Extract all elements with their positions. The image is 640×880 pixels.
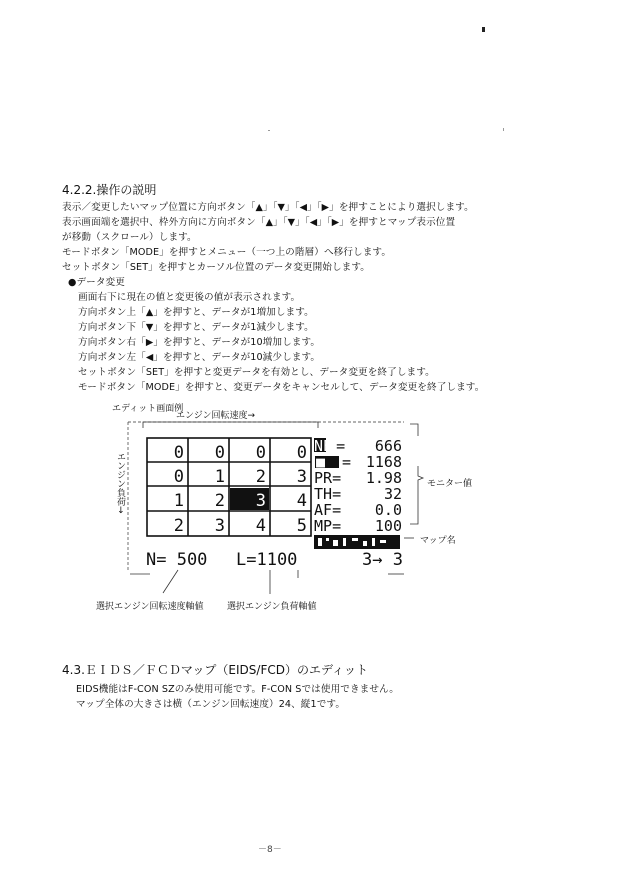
status-n: N= 500 — [146, 550, 208, 570]
grid-cell: 3 — [296, 467, 307, 487]
list-item: 画面右下に現在の値と変更後の値が表示されます。 — [78, 292, 301, 303]
monitor-value: 666 — [374, 437, 402, 455]
grid-cell-selected: 3 — [255, 491, 266, 511]
svg-text:NE=666: NE = 666 — [314, 437, 402, 455]
grid-cell: 2 — [173, 516, 184, 536]
grid-cell: 0 — [255, 443, 266, 463]
paragraph-line: 表示／変更したいマップ位置に方向ボタン「▲」「▼」「◀」「▶」を押すことにより選択します。 — [62, 202, 474, 213]
list-item: 方向ボタン右「▶」を押すと、データが10増加します。 — [78, 337, 321, 348]
monitor-label: AF — [314, 501, 333, 519]
monitor-value: 32 — [383, 485, 402, 503]
paragraph-line: が移動（スクロール）します。 — [62, 232, 197, 243]
monitor-label: NE — [314, 437, 333, 455]
paragraph-line: マップ全体の大きさは横（エンジン回転速度）24、縦1です。 — [76, 699, 346, 710]
page-number: －8－ — [258, 845, 282, 855]
svg-text:■=1168: ■ = 1168 — [316, 453, 402, 471]
list-item: 方向ボタン左「◀」を押すと、データが10減少します。 — [78, 352, 321, 363]
grid-cell: 1 — [173, 491, 184, 511]
grid-cell: 1 — [214, 467, 225, 487]
figure-caption: エディット画面例 — [112, 404, 184, 414]
paragraph-line: セットボタン「SET」を押すとカーソル位置のデータ変更開始します。 — [62, 262, 370, 273]
map-name-block — [314, 535, 400, 549]
grid-cell: 2 — [255, 467, 266, 487]
monitor-label: ■ — [316, 453, 326, 471]
section-heading: 4.2.2.操作の説明 — [62, 183, 157, 197]
grid-cell: 0 — [173, 443, 184, 463]
status-change: 3→ 3 — [362, 550, 403, 570]
map-grid — [147, 438, 311, 536]
status-l: L=1100 — [236, 550, 298, 570]
grid-cell: 5 — [296, 516, 307, 536]
monitor-value: 0.0 — [374, 501, 402, 519]
svg-text:AF=0.0: AF= 0.0 — [314, 501, 402, 519]
svg-text:PR=1.98: PR= 1.98 — [314, 469, 402, 487]
grid-cell: 3 — [214, 516, 225, 536]
monitor-value: 100 — [374, 517, 402, 535]
paragraph-line: EIDS機能はF-CON SZのみ使用可能です。F-CON Sでは使用できません。 — [76, 684, 400, 695]
monitor-value: 1168 — [365, 453, 402, 471]
monitor-value: 1.98 — [365, 469, 402, 487]
monitor-values — [314, 437, 402, 535]
monitor-label: TH — [314, 485, 333, 503]
list-item: セットボタン「SET」を押すと変更データを有効とし、データ変更を終了します。 — [78, 367, 435, 378]
axis-value-label: 選択エンジン回転速度軸値 — [96, 602, 204, 612]
section-heading: 4.3.ＥＩＤＳ／ＦＣＤマップ（EIDS/FCD）のエディット — [62, 663, 369, 677]
side-axis-label: エンジン負荷→ — [115, 452, 125, 514]
sub-heading: ●データ変更 — [68, 277, 125, 288]
svg-text:MP=100: MP= 100 — [314, 517, 402, 535]
grid-cell: 4 — [255, 516, 266, 536]
monitor-label: PR — [314, 469, 333, 487]
grid-cell: 2 — [214, 491, 225, 511]
grid-cell: 4 — [296, 491, 307, 511]
paragraph-line: モードボタン「MODE」を押すとメニュー（一つ上の階層）へ移行します。 — [62, 247, 392, 258]
axis-value-label: 選択エンジン負荷軸値 — [227, 602, 317, 612]
status-line — [146, 550, 403, 570]
grid-cell: 0 — [214, 443, 225, 463]
list-item: 方向ボタン下「▼」を押すと、データが1減少します。 — [78, 322, 314, 333]
list-item: モードボタン「MODE」を押すと、変更データをキャンセルして、データ変更を終了します。 — [78, 382, 485, 393]
monitor-label: MP — [314, 517, 333, 535]
grid-cell: 0 — [296, 443, 307, 463]
paragraph-line: 表示画面端を選択中、枠外方向に方向ボタン「▲」「▼」「◀」「▶」を押すとマップ表示位置 — [62, 217, 456, 228]
list-item: 方向ボタン上「▲」を押すと、データが1増加します。 — [78, 307, 314, 318]
grid-cell: 0 — [173, 467, 184, 487]
map-name-label: マップ名 — [420, 536, 456, 546]
top-axis-label: エンジン回転速度→ — [176, 411, 256, 421]
monitor-label: モニター値 — [427, 479, 473, 489]
svg-text:TH=32: TH= 32 — [314, 485, 402, 503]
